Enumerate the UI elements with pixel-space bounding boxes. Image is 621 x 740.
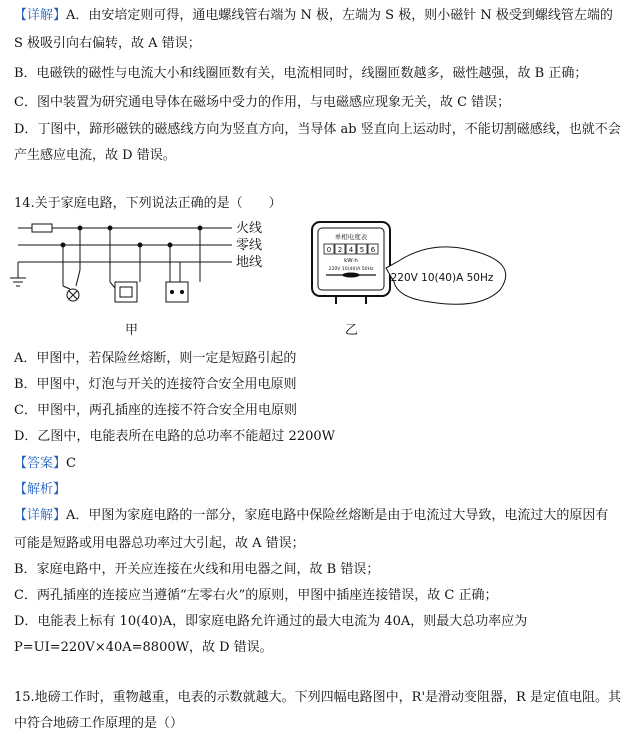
q14-detail-tag: 【详解】 (14, 508, 67, 523)
q14-detail-5: D．电能表上标有 10(40)A，即家庭电路允许通过的最大电流为 40A，则最大总功率应为 (14, 614, 528, 629)
meter-unit: kW·h (344, 258, 358, 264)
q14-diagrams (0, 212, 560, 342)
q13-line-3: B．电磁铁的磁性与电流大小和线圈匝数有关，电流相同时，线圈匝数越多，磁性越强，故 B 正确； (14, 66, 588, 81)
meter-digit-2: 2 (337, 246, 343, 254)
q13-line-4: C．图中装置为研究通电导体在磁场中受力的作用，与电磁感应现象无关，故 C 错误； (14, 95, 511, 110)
switch-icon (115, 282, 137, 302)
meter-title: 单相电度表 (334, 233, 368, 241)
meter-digit-1: 0 (326, 246, 332, 254)
q14-option-b: B．甲图中，灯泡与开关的连接符合安全用电原则 (14, 377, 297, 392)
neutral-wire-label: 零线 (236, 238, 263, 253)
socket-icon (166, 282, 188, 302)
figure-b-label: 乙 (345, 323, 359, 338)
q13-line-5: D．丁图中，蹄形磁铁的磁感线方向为竖直方向，当导体 ab 竖直向上运动时，不能切割磁感线，也就不会 (14, 122, 621, 137)
answer-value: C (66, 456, 76, 471)
q13-line-2: S 极吸引向右偏转，故 A 错误； (14, 36, 201, 51)
q13-detail-tag: 【详解】 (14, 8, 67, 23)
ground-wire-label: 地线 (236, 255, 263, 270)
q14-stem: 14.关于家庭电路，下列说法正确的是（ ） (14, 196, 282, 211)
q15-line-2: 中符合地磅工作原理的是（） (14, 716, 184, 731)
figure-a-household-circuit (10, 224, 232, 302)
meter-digit-3: 4 (348, 246, 354, 254)
q14-answer (14, 456, 76, 472)
analysis-tag: 【解析】 (14, 482, 67, 497)
q14-detail-6: P=UI=220V×40A=8800W，故 D 错误。 (14, 640, 273, 655)
q13-line-6: 产生感应电流，故 D 错误。 (14, 148, 176, 163)
q14-detail-2: 可能是短路或用电器总功率过大引起，故 A 错误； (14, 536, 305, 551)
q14-detail-3: B．家庭电路中，开关应连接在火线和用电器之间，故 B 错误； (14, 562, 380, 577)
meter-rating-callout: 220V 10(40)A 50Hz (390, 272, 494, 284)
q14-option-a: A．甲图中，若保险丝熔断，则一定是短路引起的 (14, 351, 297, 366)
q14-option-c: C．甲图中，两孔插座的连接不符合安全用电原则 (14, 403, 297, 418)
q14-detail-1: 【详解】A．甲图为家庭电路的一部分，家庭电路中保险丝熔断是由于电流过大导致，电流过大的原因有 (14, 508, 609, 523)
meter-digit-4: 5 (359, 246, 365, 254)
meter-small-rating: 220V 10(40)A 50Hz (328, 267, 374, 272)
figure-a-label: 甲 (125, 323, 139, 338)
q14-detail-4: C．两孔插座的连接应当遵循“左零右火”的原则，甲图中插座连接错误，故 C 正确； (14, 588, 498, 603)
fuse-icon (32, 224, 52, 232)
live-wire-label: 火线 (236, 221, 263, 236)
q14-option-d: D．乙图中，电能表所在电路的总功率不能超过 2200W (14, 429, 336, 444)
answer-tag: 【答案】 (14, 456, 67, 471)
q13-line-1: 【详解】A．由安培定则可得，通电螺线管右端为 N 极，左端为 S 极，则小磁针 N 极受到螺线管左端的 (14, 8, 613, 23)
q15-line-1: 15.地磅工作时，重物越重，电表的示数就越大。下列四幅电路图中，R'是滑动变阻器，R 是定值电阻。其 (14, 690, 621, 705)
meter-digit-5: 6 (370, 246, 376, 254)
